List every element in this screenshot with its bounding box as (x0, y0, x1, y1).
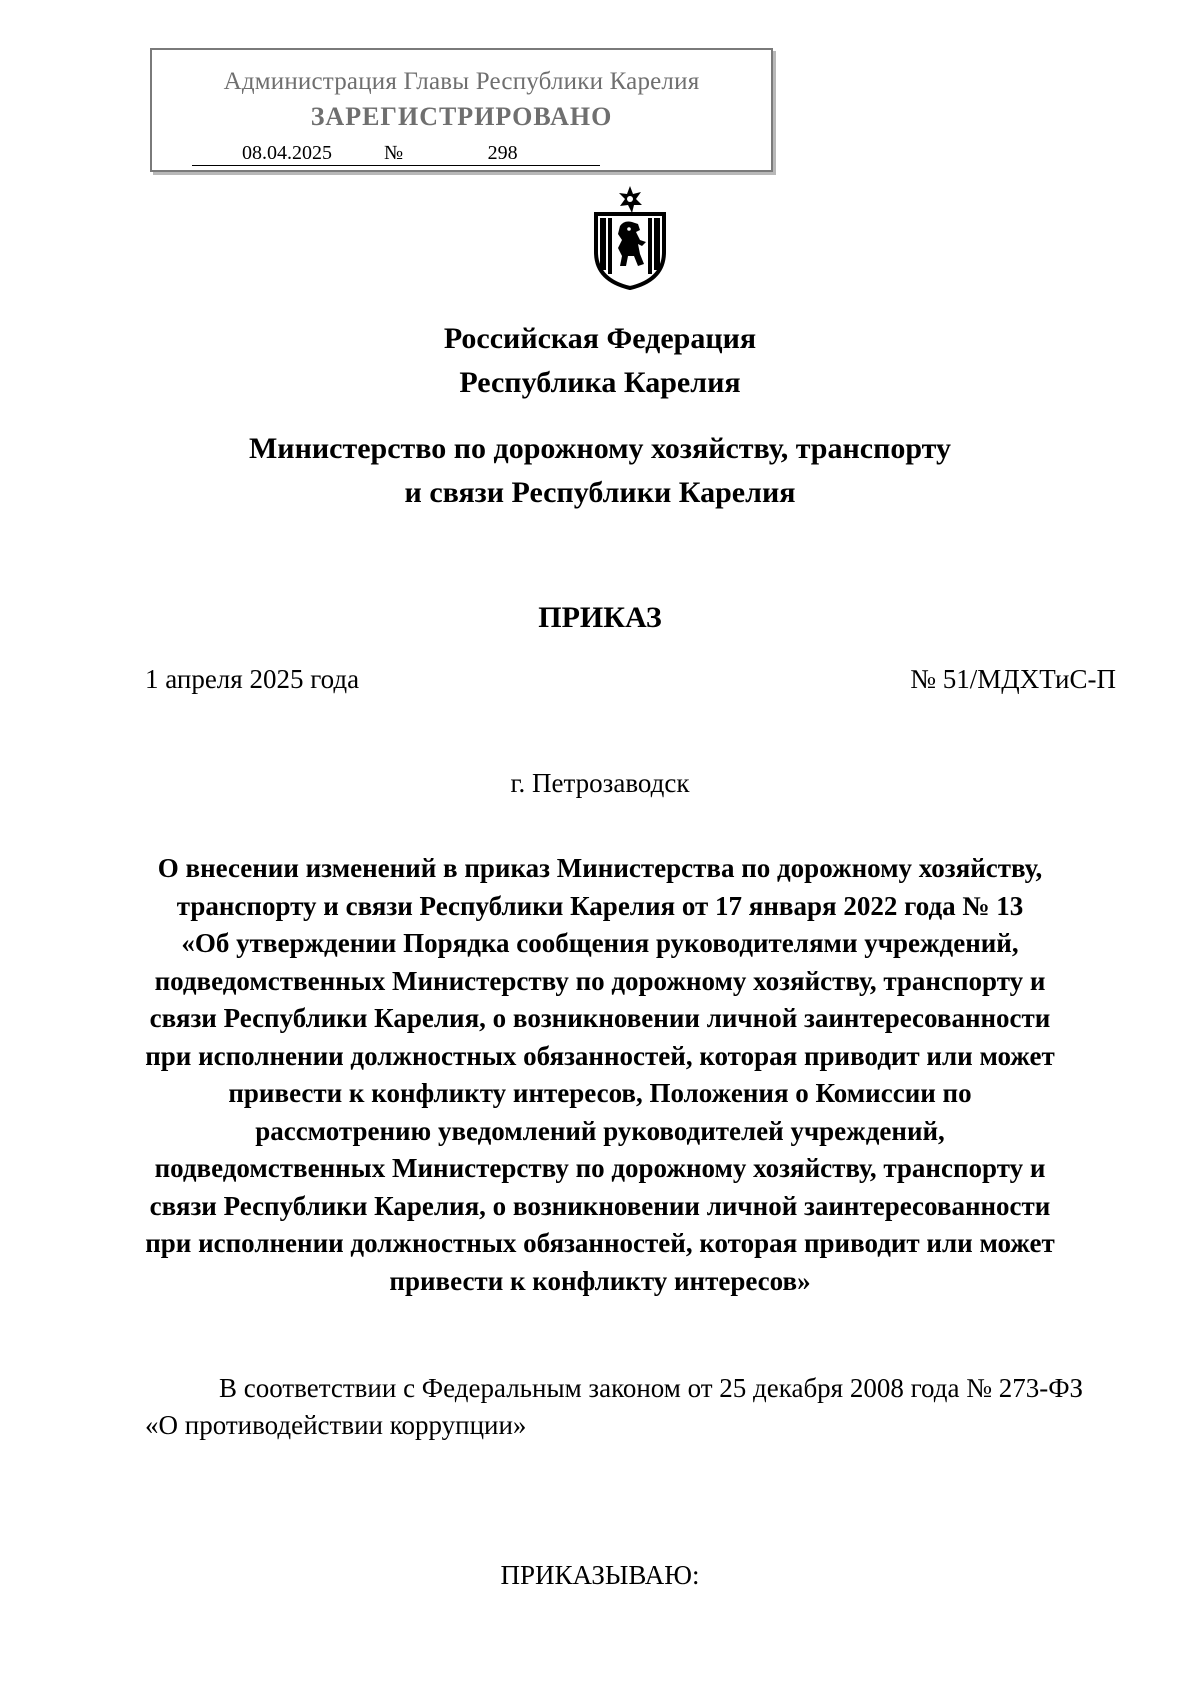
subject-line: привести к конфликту интересов» (389, 1265, 811, 1296)
order-number: № 51/МДХТиС-П (910, 664, 1116, 694)
coat-of-arms-icon (582, 182, 678, 292)
header-ministry-line1: Министерство по дорожному хозяйству, транспорту (248, 432, 952, 465)
header-region: Республика Карелия (459, 366, 741, 399)
stamp-number-sign: № (384, 142, 404, 164)
subject-line: О внесении изменений в приказ Министерства по дорожному хозяйству, (157, 853, 1043, 883)
preamble-line: «О противодействии коррупции» (145, 1410, 527, 1440)
stamp-organization: Администрация Главы Республики Карелия (223, 68, 700, 95)
subject-line: «Об утверждении Порядка сообщения руководителями учреждений, (181, 928, 1019, 958)
document-type: ПРИКАЗ (538, 601, 662, 634)
stamp-registration-line (192, 142, 600, 168)
preamble-paragraph (145, 1370, 1125, 1444)
subject-line: транспорту и связи Республики Карелия от 17 января 2022 года № 13 (176, 890, 1024, 921)
subject-line: рассмотрению уведомлений руководителей учреждений, (255, 1115, 945, 1146)
directive: ПРИКАЗЫВАЮ: (500, 1560, 700, 1590)
subject-line: подведомственных Министерству по дорожному хозяйству, транспорту и (154, 1153, 1046, 1183)
stamp-number: 298 (405, 142, 600, 166)
stamp-status: ЗАРЕГИСТРИРОВАНО (310, 102, 613, 131)
subject-line: при исполнении должностных обязанностей, которая приводит или может (145, 1040, 1055, 1071)
subject-line: при исполнении должностных обязанностей, которая приводит или может (145, 1228, 1055, 1258)
order-city: г. Петрозаводск (510, 768, 690, 798)
registration-stamp (150, 48, 773, 172)
header-country: Российская Федерация (443, 322, 757, 355)
preamble-line: В соответствии с Федеральным законом от 25 декабря 2008 года № 273-ФЗ (219, 1373, 1084, 1403)
subject-line: связи Республики Карелия, о возникновении личной заинтересованности (149, 1003, 1051, 1033)
subject-line: привести к конфликту интересов, Положения о Комиссии по (228, 1078, 972, 1108)
subject-line: подведомственных Министерству по дорожному хозяйству, транспорту и (154, 965, 1046, 996)
header-ministry-line2: и связи Республики Карелия (404, 476, 796, 509)
order-subject (100, 850, 1100, 1300)
order-date: 1 апреля 2025 года (145, 664, 360, 694)
subject-line: связи Республики Карелия, о возникновении личной заинтересованности (149, 1190, 1051, 1221)
stamp-date: 08.04.2025 (192, 142, 382, 166)
